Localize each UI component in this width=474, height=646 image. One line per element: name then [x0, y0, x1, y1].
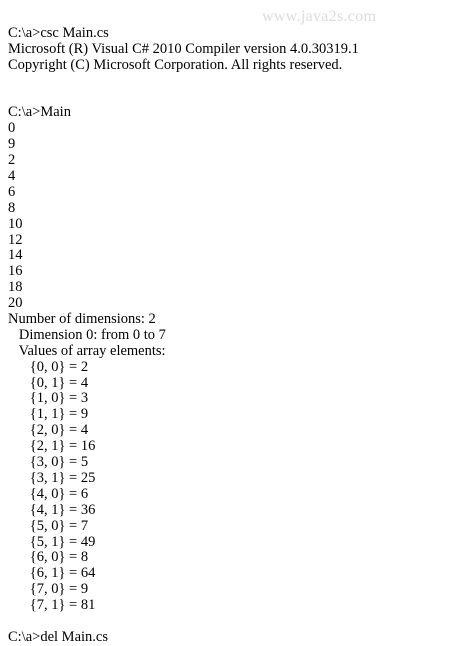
console-line: {2, 1} = 16: [8, 438, 96, 455]
console-line: [8, 90, 470, 106]
console-line: Values of array elements:: [8, 342, 166, 359]
console-line: {1, 0} = 3: [8, 390, 89, 407]
console-line: 12: [8, 231, 23, 248]
console-line: {1, 1} = 9: [8, 406, 89, 423]
console-line: {5, 1} = 49: [8, 533, 96, 550]
console-line: [8, 74, 470, 90]
console-line: {0, 1} = 4: [8, 374, 89, 391]
console-line: {5, 0} = 7: [8, 517, 89, 534]
console-line: {7, 1} = 81: [8, 597, 96, 614]
watermark-text: www.java2s.com: [262, 8, 377, 25]
console-line: Dimension 0: from 0 to 7: [8, 326, 166, 343]
console-line: 8: [8, 199, 16, 216]
console-line: C:\a>del Main.cs: [8, 628, 108, 645]
console-line: 0: [8, 120, 16, 137]
console-line: Microsoft (R) Visual C# 2010 Compiler version 4.0.30319.1: [8, 40, 359, 57]
console-line: Copyright (C) Microsoft Corporation. All rights reserved.: [8, 56, 343, 73]
console-line: {3, 0} = 5: [8, 454, 89, 471]
console-line: 18: [8, 279, 23, 296]
console-line: Number of dimensions: 2: [8, 311, 156, 328]
console-line: 4: [8, 168, 16, 185]
console-line: {0, 0} = 2: [8, 358, 89, 375]
console-line: 14: [8, 247, 23, 264]
console-line: C:\a>csc Main.cs: [8, 25, 109, 41]
console-line: {3, 1} = 25: [8, 469, 96, 486]
console-line: C:\a>Main: [8, 104, 71, 121]
console-line: {4, 0} = 6: [8, 485, 89, 502]
console-line: {7, 0} = 9: [8, 581, 89, 598]
console-line: 16: [8, 263, 23, 280]
console-line: 20: [8, 295, 23, 312]
console-line: 9: [8, 136, 16, 153]
console-line: {6, 0} = 8: [8, 549, 89, 566]
console-line: {4, 1} = 36: [8, 501, 96, 518]
console-output: [8, 26, 470, 646]
console-line: [8, 614, 470, 630]
console-line: {6, 1} = 64: [8, 565, 96, 582]
console-line: 10: [8, 215, 23, 232]
console-line: {2, 0} = 4: [8, 422, 89, 439]
console-line: 6: [8, 183, 16, 200]
console-line: 2: [8, 152, 16, 169]
